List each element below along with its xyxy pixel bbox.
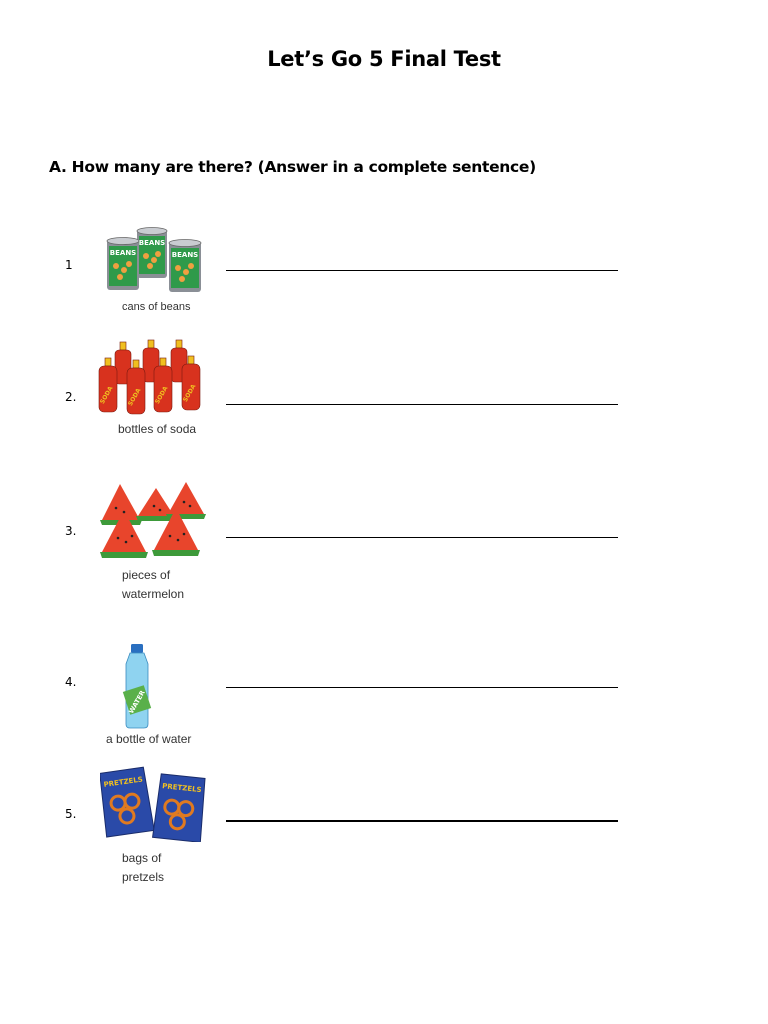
svg-text:SODA: SODA bbox=[153, 385, 170, 406]
svg-text:SODA: SODA bbox=[126, 387, 143, 408]
caption-bottles-of-soda: bottles of soda bbox=[118, 422, 197, 436]
cans-of-beans-image bbox=[103, 224, 205, 296]
bags-of-pretzels-image bbox=[100, 764, 210, 842]
answer-line-3[interactable] bbox=[226, 537, 618, 538]
svg-text:PRETZELS: PRETZELS bbox=[103, 775, 144, 789]
svg-text:BEANS: BEANS bbox=[171, 251, 199, 259]
svg-text:BEANS: BEANS bbox=[109, 249, 137, 257]
caption-line-2: watermelon bbox=[122, 587, 185, 601]
watermelon-pieces-image bbox=[98, 480, 208, 562]
pretzel-bag-icon bbox=[153, 774, 207, 842]
item-number-2: 2. bbox=[65, 390, 77, 404]
bean-can-icon bbox=[107, 238, 139, 291]
item-number-4: 4. bbox=[65, 675, 77, 689]
bean-can-icon bbox=[169, 240, 201, 293]
caption-line-1: bags of bbox=[122, 851, 162, 865]
answer-line-5[interactable] bbox=[226, 820, 618, 822]
svg-text:PRETZELS: PRETZELS bbox=[161, 782, 202, 795]
caption-cans-of-beans: cans of beans bbox=[122, 301, 191, 313]
caption-bottle-of-water: a bottle of water bbox=[106, 732, 192, 746]
svg-text:BEANS: BEANS bbox=[138, 239, 166, 247]
caption-bags-of-pretzels bbox=[122, 849, 164, 887]
item-number-5: 5. bbox=[65, 807, 77, 821]
svg-text:SODA: SODA bbox=[181, 383, 198, 404]
bean-can-icon bbox=[137, 228, 167, 279]
answer-line-1[interactable] bbox=[226, 270, 618, 271]
caption-line-1: pieces of bbox=[122, 568, 171, 582]
answer-line-4[interactable] bbox=[226, 687, 618, 688]
water-bottle-image bbox=[118, 644, 158, 730]
section-heading: A. How many are there? (Answer in a complete sentence) bbox=[49, 158, 536, 176]
caption-pieces-of-watermelon bbox=[122, 566, 184, 604]
bottles-of-soda-image bbox=[96, 338, 210, 420]
item-number-1: 1 bbox=[65, 258, 73, 272]
svg-text:SODA: SODA bbox=[98, 385, 115, 406]
svg-text:WATER: WATER bbox=[127, 689, 147, 715]
item-number-3: 3. bbox=[65, 524, 77, 538]
pretzel-bag-icon bbox=[100, 767, 154, 837]
watermelon-slice-icon bbox=[166, 482, 206, 519]
answer-line-2[interactable] bbox=[226, 404, 618, 405]
water-bottle-icon bbox=[123, 644, 151, 728]
caption-line-2: pretzels bbox=[122, 870, 165, 884]
page-title: Let’s Go 5 Final Test bbox=[267, 47, 501, 71]
